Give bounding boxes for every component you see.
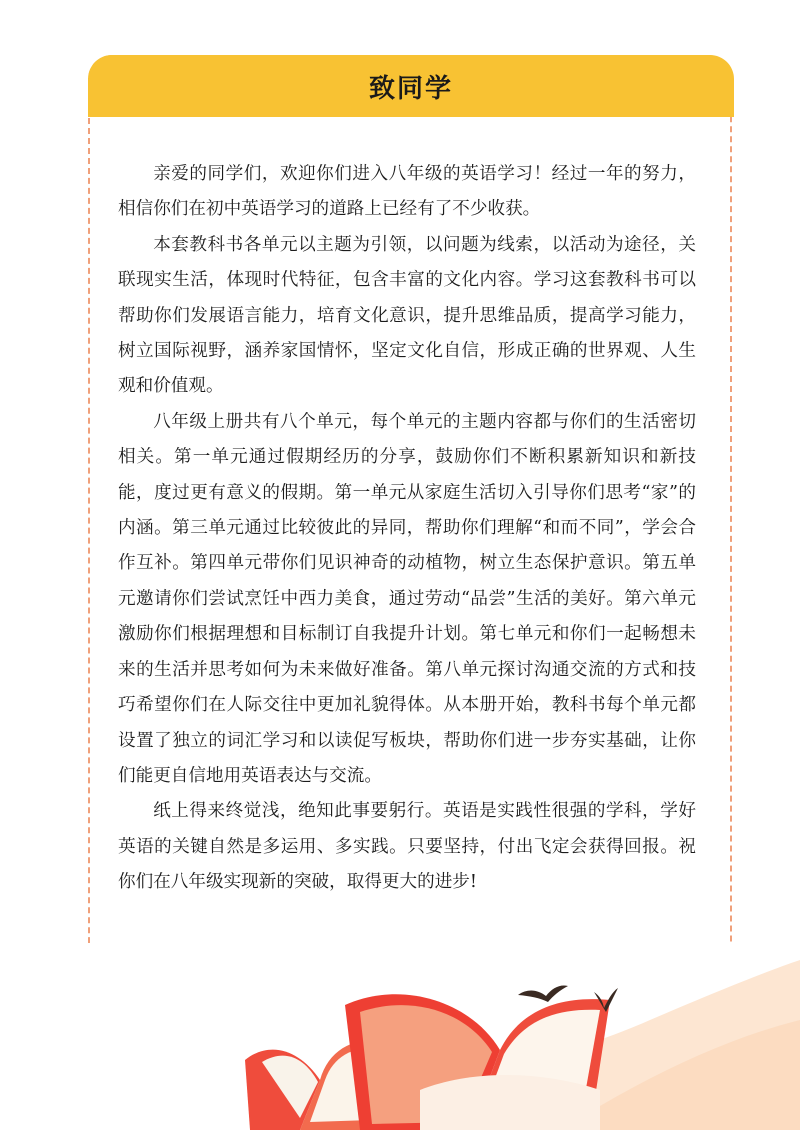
letter-body xyxy=(118,157,696,901)
paragraph-1: 亲爱的同学们，欢迎你们进入八年级的英语学习！经过一年的努力，相信你们在初中英语学习的道路上已经有了不少收获。 xyxy=(118,164,696,220)
paragraph-4: 纸上得来终觉浅，绝知此事要躬行。英语是实践性很强的学科，学好英语的关键自然是多运用、多实践。只要坚持，付出飞定会获得回报。祝你们在八年级实现新的突破，取得更大的进步! xyxy=(118,801,696,893)
page-title: 致同学 xyxy=(368,73,453,104)
paragraph-2: 本套教科书各单元以主题为引领，以问题为线索，以活动为途径，关联现实生活，体现时代特征，包含丰富的文化内容。学习这套教科书可以帮助你们发展语言能力，培育文化意识，提升思维品质，提高学习能力，树立国际视野，涵养家国情怀，坚定文化自信，形成正确的世界观、人生观和价值观。 xyxy=(118,234,696,397)
books-illustration xyxy=(0,940,800,1130)
title-bar xyxy=(88,55,734,117)
paragraph-3: 八年级上册共有八个单元，每个单元的主题内容都与你们的生活密切相关。第一单元通过假期经历的分享，鼓励你们不断积累新知识和新技能，度过更有意义的假期。第一单元从家庭生活切入引导你们思考“家”的内涵。第三单元通过比较彼此的异同，帮助你们理解“和而不同”，学会合作互补。第四单元带你们见识神奇的动植物，树立生态保护意识。第五单元邀请你们尝试烹饪中西力美食，通过劳动“品尝”生活的美好。第六单元激励你们根据理想和目标制订自我提升计划。第七单元和你们一起畅想未来的生活并思考如何为未来做好准备。第八单元探讨沟通交流的方式和技巧希望你们在人际交往中更加礼貌得体。从本册开始，教科书每个单元都设置了独立的词汇学习和以读促写板块，帮助你们进一步夯实基础，让你们能更自信地用英语表达与交流。 xyxy=(118,411,696,786)
open-book-icon xyxy=(345,994,610,1130)
bird-icon xyxy=(518,985,568,1002)
